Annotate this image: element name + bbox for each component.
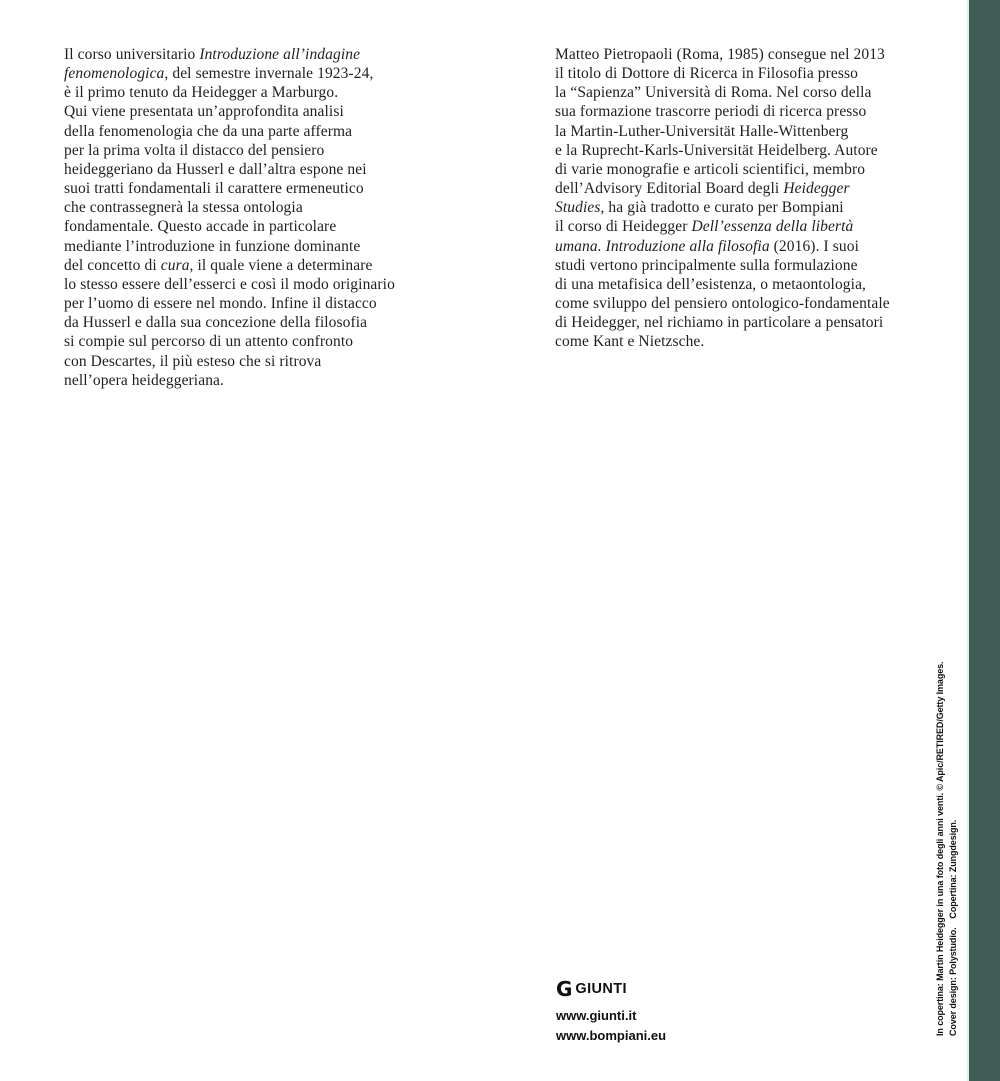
- text-line: si compie sul percorso di un attento confronto: [64, 333, 354, 351]
- author-bio: [555, 45, 890, 352]
- text-line: per la prima volta il distacco del pensiero: [64, 141, 325, 159]
- text-line: Il corso universitario Introduzione all’indagine: [64, 46, 361, 63]
- credits-photo-line: In copertina: Martin Heidegger in una foto degli anni venti. © Apic/RETIRED/Getty Images.: [935, 661, 945, 1036]
- text-line: il corso di Heidegger Dell’essenza della libertà: [555, 218, 854, 236]
- text-line: per l’uomo di essere nel mondo. Infine il distacco: [64, 295, 377, 313]
- text-line: studi vertono principalmente sulla formulazione: [555, 256, 858, 274]
- text-line: come sviluppo del pensiero ontologico-fondamentale: [555, 295, 890, 313]
- text-line: Matteo Pietropaoli (Roma, 1985) consegue nel 2013: [555, 46, 885, 63]
- credits-design-line: Cover design: Polystudio. Copertina: Zungdesign.: [947, 819, 958, 1036]
- text-line: la Martin-Luther-Universität Halle-Wittenberg: [555, 122, 849, 140]
- text-line: fondamentale. Questo accade in particolare: [64, 218, 337, 236]
- text-line: della fenomenologia che da una parte afferma: [64, 122, 353, 140]
- text-line: suoi tratti fondamentali il carattere ermeneutico: [64, 180, 364, 198]
- text-line: del concetto di cura, il quale viene a determinare: [64, 256, 373, 274]
- text-line: di Heidegger, nel richiamo in particolare a pensatori: [555, 314, 884, 332]
- spine-strip: [967, 0, 1000, 1081]
- text-line: con Descartes, il più esteso che si ritrova: [64, 352, 322, 370]
- bompiani-url: www.bompiani.eu: [556, 1027, 667, 1043]
- text-line: e la Ruprecht-Karls-Universität Heidelberg. Autore: [555, 141, 878, 159]
- text-line: sua formazione trascorre periodi di ricerca presso: [555, 103, 867, 121]
- text-line: Studies, ha già tradotto e curato per Bompiani: [555, 199, 844, 217]
- publisher-block: [556, 977, 667, 1045]
- book-description: [64, 45, 395, 390]
- text-line: umana. Introduzione alla filosofia (2016). I suoi: [555, 237, 859, 255]
- text-line: lo stesso essere dell’esserci e così il modo originario: [64, 275, 395, 293]
- text-line: Qui viene presentata un’approfondita analisi: [64, 103, 344, 121]
- text-line: da Husserl e dalla sua concezione della filosofia: [64, 314, 368, 332]
- text-line: mediante l’introduzione in funzione dominante: [64, 237, 361, 255]
- text-line: heideggeriano da Husserl e dall’altra espone nei: [64, 160, 367, 178]
- text-line: è il primo tenuto da Heidegger a Marburgo.: [64, 84, 339, 102]
- text-line: di varie monografie e articoli scientifici, membro: [555, 160, 866, 178]
- text-line: la “Sapienza” Università di Roma. Nel corso della: [555, 84, 872, 102]
- text-line: il titolo di Dottore di Ricerca in Filosofia presso: [555, 65, 858, 83]
- giunti-url: www.giunti.it: [556, 1008, 637, 1023]
- publisher-urls: [556, 1006, 666, 1045]
- text-line: fenomenologica, del semestre invernale 1923-24,: [64, 65, 374, 83]
- text-line: come Kant e Nietzsche.: [555, 333, 705, 351]
- text-line: che contrassegnerà la stessa ontologia: [64, 199, 303, 217]
- giunti-g-icon: G: [556, 977, 573, 1001]
- text-line: dell’Advisory Editorial Board degli Heidegger: [555, 180, 850, 198]
- giunti-logo-text: GIUNTI: [575, 981, 627, 997]
- text-line: di una metafisica dell’esistenza, o metaontologia,: [555, 275, 867, 293]
- giunti-logo: [556, 977, 666, 1001]
- cover-credits: [934, 662, 959, 1036]
- text-line: nell’opera heideggeriana.: [64, 371, 224, 389]
